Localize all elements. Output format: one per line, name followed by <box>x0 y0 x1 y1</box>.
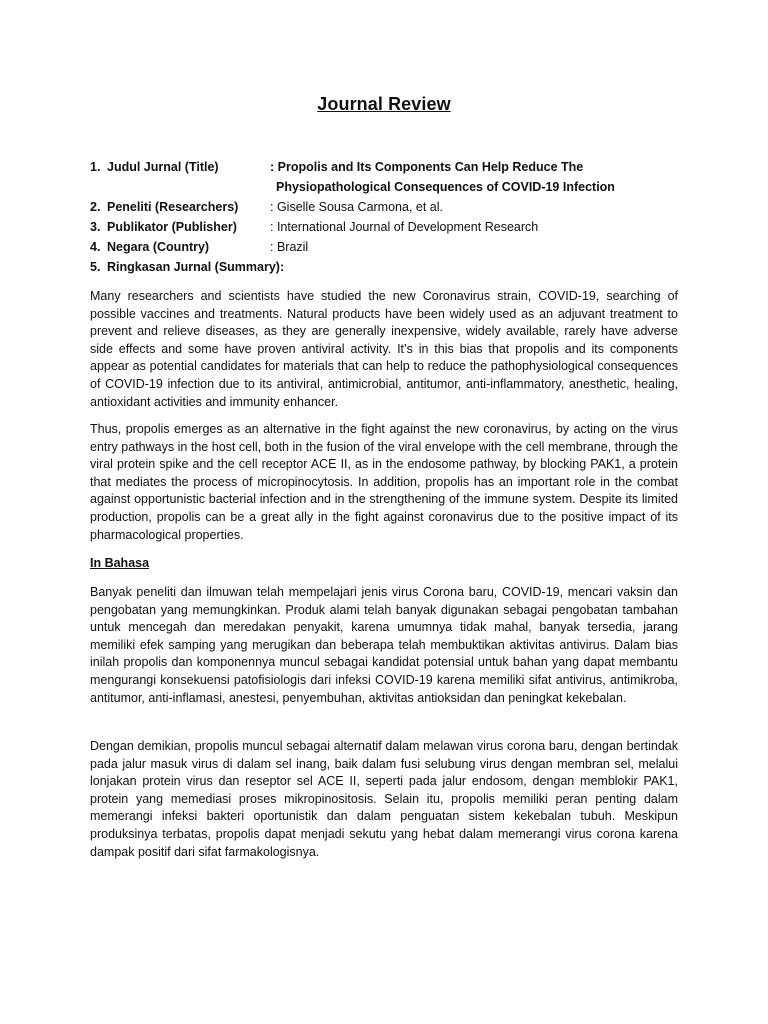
field-value-line2: Physiopathological Consequences of COVID-19 Infection <box>276 180 615 194</box>
field-label: Publikator (Publisher) <box>107 220 237 234</box>
section-heading-bahasa: In Bahasa <box>90 556 150 570</box>
field-summary <box>90 257 690 277</box>
field-number: 2. <box>90 200 101 214</box>
summary-paragraph-en-2: Thus, propolis emerges as an alternative in the fight against the new coronavirus, by acting on the virus entry pathways in the host cell, both in the fusion of the viral envelope with the cell membrane, through the viral protein spike and the cell receptor ACE II, as in the endosome pathway, by blocking PAK1, a protein that mediates the process of micropinocytosis. In addition, propolis has an important role in the combat against opportunistic bacterial infection and in the strengthening of the immune system. Despite its limited production, propolis can be a great ally in the fight against coronavirus due to the positive impact of its pharmacological properties. <box>90 422 678 542</box>
summary-paragraph-id-2: Dengan demikian, propolis muncul sebagai alternatif dalam melawan virus corona baru, dengan bertindak pada jalur masuk virus di dalam sel inang, baik dalam fusi selubung virus dengan membran sel, melalui lonjakan protein virus dan reseptor sel ACE II, seperti pada jalur endosom, dengan memblokir PAK1, protein yang memediasi proses mikropinositosis. Selain itu, propolis memiliki peran penting dalam memerangi infeksi bakteri oportunistik dan dalam penguatan sistem kekebalan tubuh. Meskipun produksinya terbatas, propolis dapat menjadi sekutu yang hebat dalam memerangi virus corona karena dampak positif dari sifat farmakologisnya. <box>90 739 678 859</box>
summary-paragraph-en-1: Many researchers and scientists have studied the new Coronavirus strain, COVID-19, searching of possible vaccines and treatments. Natural products have been widely used as an adjuvant treatment to prevent and relieve diseases, as they are generally inexpensive, widely available, rarely have adverse side effects and some have proven antiviral activity. It’s in this bias that propolis and its components appear as potential candidates for materials that can help to reduce the pathophysiological consequences of COVID-19 infection due to its antiviral, antimicrobial, antitumor, anti-inflammatory, anesthetic, healing, antioxidant activities and immunity enhancer. <box>90 289 678 409</box>
page-title: Journal Review <box>317 94 451 114</box>
field-value: : Brazil <box>270 240 309 254</box>
field-number: 1. <box>90 160 101 174</box>
field-label: Ringkasan Jurnal (Summary): <box>107 260 285 274</box>
field-value: : International Journal of Development Research <box>270 220 539 234</box>
field-number: 5. <box>90 260 101 274</box>
summary-paragraph-id-1: Banyak peneliti dan ilmuwan telah mempelajari jenis virus Corona baru, COVID-19, mencari vaksin dan pengobatan yang memungkinkan. Produk alami telah banyak digunakan sebagai pengobatan tambahan untuk mencegah dan meredakan penyakit, karena umumnya tidak mahal, banyak tersedia, jarang memiliki efek samping yang merugikan dan beberapa telah membuktikan aktivitas antivirus. Dalam bias inilah propolis dan komponennya muncul sebagai kandidat potensial untuk bahan yang dapat membantu mengurangi konsekuensi patofisiologis dari infeksi COVID-19 karena memiliki sifat antivirus, antimikroba, antitumor, anti-inflamasi, anestesi, penyembuhan, aktivitas antioksidan dan peningkat kekebalan. <box>90 585 678 705</box>
field-value: : Giselle Sousa Carmona, et al. <box>270 200 443 214</box>
field-label: Peneliti (Researchers) <box>107 200 239 214</box>
field-number: 3. <box>90 220 101 234</box>
field-value-line1: : Propolis and Its Components Can Help Reduce The <box>270 160 584 174</box>
journal-info-list <box>90 157 690 277</box>
field-publisher <box>90 217 690 237</box>
field-number: 4. <box>90 240 101 254</box>
field-country <box>90 237 690 257</box>
field-title <box>90 157 690 197</box>
field-value <box>270 157 690 197</box>
field-label: Judul Jurnal (Title) <box>107 160 219 174</box>
field-label: Negara (Country) <box>107 240 210 254</box>
field-researchers <box>90 197 690 217</box>
